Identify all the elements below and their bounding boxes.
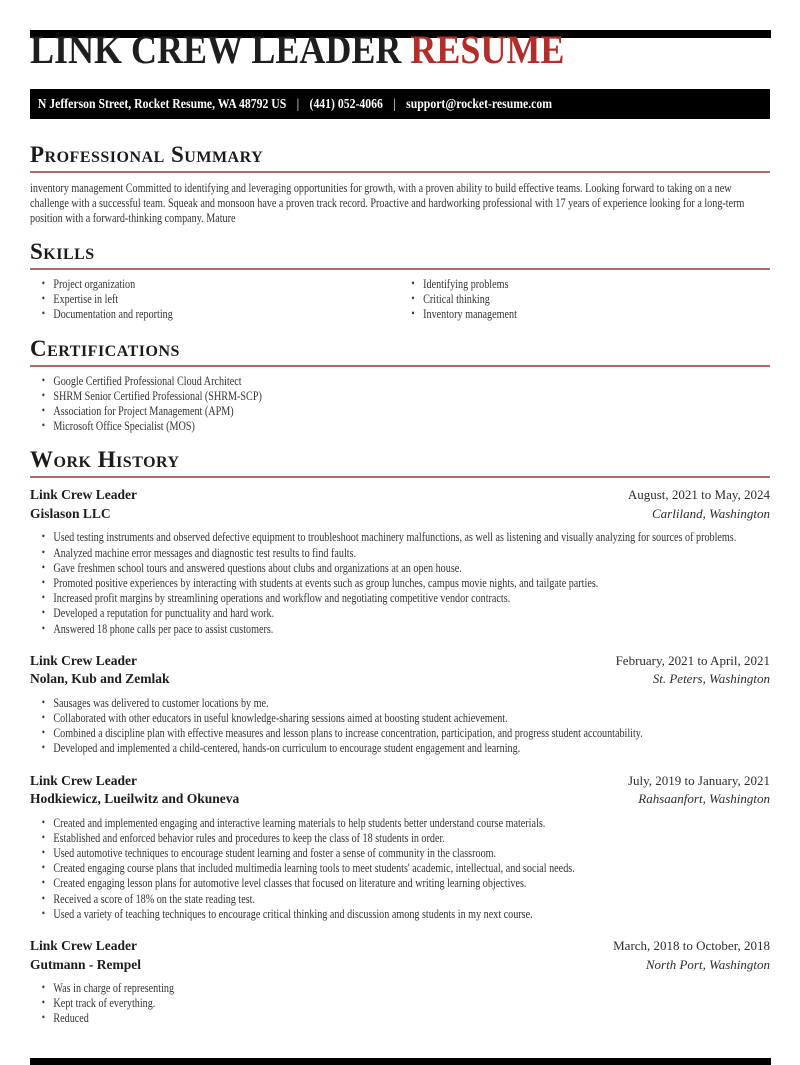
job-bullet-list	[30, 980, 771, 1026]
contact-bar	[30, 89, 770, 119]
work-history-heading: Work History	[30, 447, 180, 473]
skill-item: • Documentation and reporting	[30, 306, 400, 321]
job-bullet: • Reduced	[30, 1010, 771, 1025]
summary-heading: Professional Summary	[30, 142, 264, 167]
job-entry	[30, 652, 770, 756]
job-subheader-row	[30, 670, 770, 689]
job-bullet-list	[30, 815, 771, 921]
job-dates: August, 2021 to May, 2024	[627, 487, 770, 503]
job-bullet: • Promoted positive experiences by interacting with students at events such as group lunches, campus movie nights, and tailgate parties.	[30, 575, 771, 590]
job-bullet: • Used testing instruments and observed defective equipment to troubleshoot machinery malfunctions, as well as listening and visually analyzing for sources of problems.	[30, 529, 771, 544]
job-bullet: • Combined a discipline plan with effective measures and lesson plans to increase concentration, participation, and progress student accountability.	[30, 725, 771, 740]
job-dates: July, 2019 to January, 2021	[627, 772, 770, 788]
job-bullet: • Created engaging course plans that included multimedia learning tools to meet students' academic, intellectual, and social needs.	[30, 860, 771, 875]
contact-separator: |	[296, 96, 300, 111]
job-location: North Port, Washington	[645, 956, 770, 972]
job-bullet: • Developed a reputation for punctuality and hard work.	[30, 605, 771, 620]
job-header-row	[30, 652, 770, 671]
job-bullet: • Gave freshmen school tours and answered questions about clubs and organizations at an open house.	[30, 560, 771, 575]
title-role-text: LINK CREW LEADER	[30, 27, 402, 72]
job-bullet: • Sausages was delivered to customer locations by me.	[30, 695, 771, 710]
job-subheader-row	[30, 790, 770, 809]
job-bullet-list	[30, 695, 771, 756]
job-header-row	[30, 486, 770, 505]
job-company: Hodkiewicz, Lueilwitz and Okuneva	[30, 791, 240, 807]
contact-email: support@rocket-resume.com	[406, 96, 553, 111]
job-bullet: • Kept track of everything.	[30, 995, 771, 1010]
certification-item: • Google Certified Professional Cloud Architect	[30, 373, 771, 388]
job-entry	[30, 772, 770, 921]
certifications-heading: Certifications	[30, 335, 180, 361]
contact-address: N Jefferson Street, Rocket Resume, WA 48792 US	[37, 96, 287, 111]
skills-rule	[30, 268, 770, 270]
skill-item: • Identifying problems	[400, 276, 771, 291]
job-bullet: • Answered 18 phone calls per pace to assist customers.	[30, 621, 771, 636]
title-accent-text: RESUME	[410, 27, 565, 72]
summary-rule	[30, 171, 770, 173]
job-title: Link Crew Leader	[30, 487, 137, 503]
job-bullet: • Analyzed machine error messages and diagnostic test results to find faults.	[30, 545, 771, 560]
work-history-rule	[30, 476, 770, 478]
certification-item: • Microsoft Office Specialist (MOS)	[30, 418, 771, 433]
job-bullet: • Used a variety of teaching techniques to encourage critical thinking and discussion among students in my next course.	[30, 906, 771, 921]
job-entry	[30, 486, 770, 635]
summary-text: inventory management Committed to identifying and leveraging opportunities for growth, with a proven ability to build effective teams. Looking forward to taking on a new challenge with a successful team. Squeak and monsoon have a proven track record. Proactive and hardworking professional with 17 years of experience looking for a long-term position with a forward-thinking company. Mature	[30, 180, 745, 225]
job-entry	[30, 937, 770, 1026]
page-title-inner	[30, 27, 565, 72]
job-location: Rahsaanfort, Washington	[638, 791, 770, 807]
skill-item: • Inventory management	[400, 306, 771, 321]
job-bullet-list	[30, 529, 771, 635]
job-bullet: • Was in charge of representing	[30, 980, 771, 995]
skill-item: • Critical thinking	[400, 291, 771, 306]
contact-separator: |	[393, 96, 396, 111]
skill-item: • Expertise in left	[30, 291, 400, 306]
skills-columns	[30, 276, 771, 322]
job-subheader-row	[30, 956, 770, 975]
job-bullet: • Developed and implemented a child-centered, hands-on curriculum to encourage student engagement and learning.	[30, 740, 771, 755]
job-title: Link Crew Leader	[30, 652, 137, 668]
job-dates: March, 2018 to October, 2018	[613, 938, 770, 954]
job-bullet: • Established and enforced behavior rules and procedures to keep the class of 18 students in order.	[30, 830, 771, 845]
job-bullet: • Increased profit margins by streamlining operations and workflow and negotiating competitive vendor contracts.	[30, 590, 771, 605]
job-title: Link Crew Leader	[30, 938, 137, 954]
job-subheader-row	[30, 505, 770, 524]
contact-phone: (441) 052-4066	[309, 96, 383, 111]
job-company: Nolan, Kub and Zemlak	[30, 671, 170, 687]
job-company: Gutmann - Rempel	[30, 956, 141, 972]
job-bullet: • Created engaging lesson plans for automotive level classes that focused on literature and writing learning objectives.	[30, 875, 771, 890]
skills-heading: Skills	[30, 239, 95, 264]
job-header-row	[30, 772, 770, 791]
job-header-row	[30, 937, 770, 956]
job-title: Link Crew Leader	[30, 772, 137, 788]
contact-info	[30, 96, 552, 112]
work-history-jobs	[0, 486, 800, 1025]
certifications-list	[30, 373, 771, 434]
job-dates: February, 2021 to April, 2021	[615, 652, 770, 668]
job-bullet: • Used automotive techniques to encourage student learning and foster a sense of community in the classroom.	[30, 845, 771, 860]
skills-list-left	[30, 276, 400, 322]
skill-item: • Project organization	[30, 276, 400, 291]
bottom-border-bar	[30, 1058, 771, 1065]
certification-item: • Association for Project Management (APM)	[30, 403, 771, 418]
certification-item: • SHRM Senior Certified Professional (SHRM-SCP)	[30, 388, 771, 403]
job-company: Gislason LLC	[30, 505, 111, 521]
job-location: St. Peters, Washington	[652, 671, 770, 687]
resume-page	[0, 27, 800, 1065]
certifications-rule	[30, 365, 770, 367]
job-bullet: • Collaborated with other educators in useful knowledge-sharing sessions aimed at boosting student achievement.	[30, 710, 771, 725]
job-location: Carliland, Washington	[652, 505, 770, 521]
job-bullet: • Received a score of 18% on the state reading test.	[30, 891, 771, 906]
skills-list-right	[400, 276, 771, 322]
job-bullet: • Created and implemented engaging and interactive learning materials to help students better understand course materials.	[30, 815, 771, 830]
